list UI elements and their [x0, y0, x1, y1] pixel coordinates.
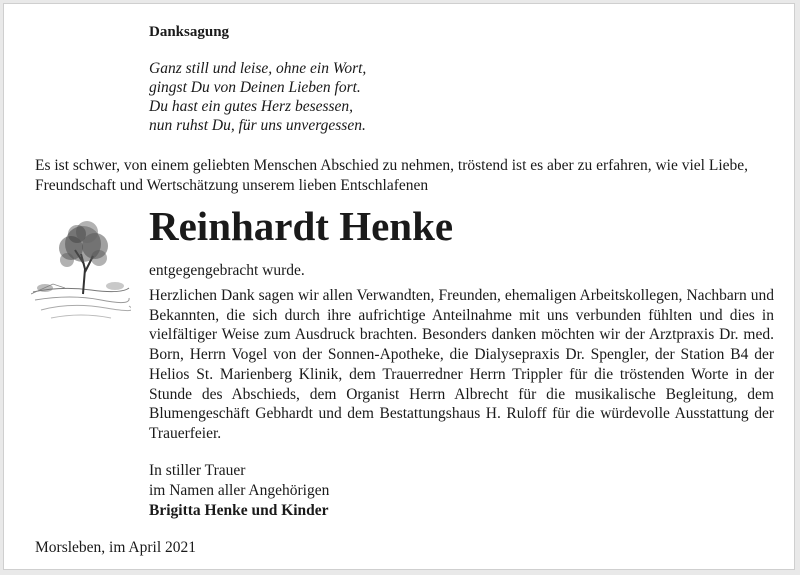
signers: Brigitta Henke und Kinder	[149, 502, 329, 519]
poem	[149, 59, 366, 135]
after-name-text: entgegengebracht wurde.	[149, 262, 305, 279]
tree-landscape-icon	[31, 214, 131, 324]
closing-block	[149, 461, 329, 521]
obituary-notice	[3, 3, 795, 570]
poem-line: gingst Du von Deinen Lieben fort.	[149, 79, 361, 96]
closing-line: im Namen aller Angehörigen	[149, 482, 330, 499]
notice-heading: Danksagung	[149, 24, 230, 40]
thanks-body: Herzlichen Dank sagen wir allen Verwandten, Freunden, ehemaligen Arbeitskollegen, Nachbarn und Bekannten, die sich durch ihre aufrichtige Anteilnahme mit uns verbunden fühlten und dies in vielfältiger Weise zum Ausdruck brachten. Besonders danken möchten wir der Arztpraxis Dr. med. Born, Herrn Vogel von der Sonnen-Apotheke, die Dialysepraxis Dr. Spengler, der Station B4 der Helios St. Marienberg Klinik, dem Trauerredner Herrn Trippler für die tröstenden Worte in der Stunde des Abschieds, dem Organist Herrn Albrecht für die musikalische Begleitung, dem Blumengeschäft Gebhardt und dem Bestattungshaus H. Ruloff für die würdevolle Ausstattung der Trauerfeier.	[149, 287, 774, 442]
poem-line: Ganz still und leise, ohne ein Wort,	[149, 60, 367, 77]
poem-line: Du hast ein gutes Herz besessen,	[149, 98, 354, 115]
place-date: Morsleben, im April 2021	[35, 539, 197, 556]
poem-line: nun ruhst Du, für uns unvergessen.	[149, 117, 366, 134]
closing-line: In stiller Trauer	[149, 462, 246, 479]
intro-text: Es ist schwer, von einem geliebten Menschen Abschied zu nehmen, tröstend ist es aber zu erfahren, wie viel Liebe, Freundschaft und Wertschätzung unserem lieben Entschlafenen	[35, 157, 749, 194]
deceased-name: Reinhardt Henke	[149, 203, 454, 249]
